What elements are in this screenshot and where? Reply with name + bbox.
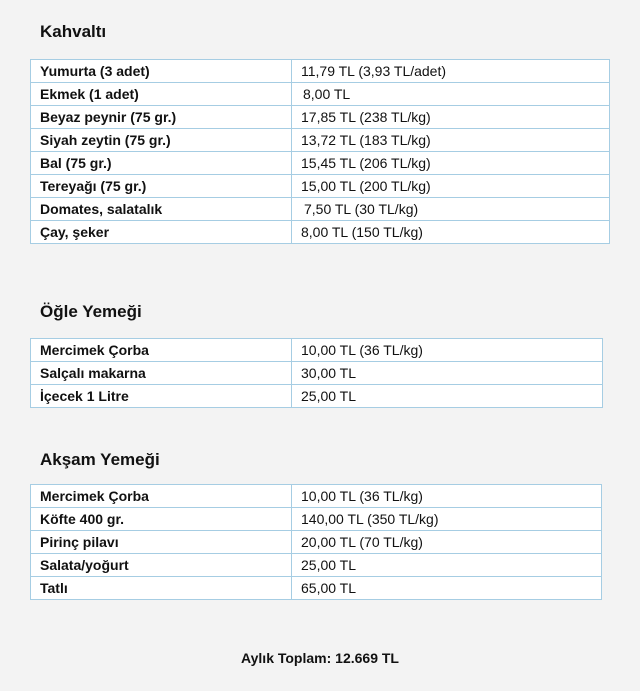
item-price: 140,00 TL (350 TL/kg) <box>292 508 602 531</box>
item-name: Salata/yoğurt <box>31 554 292 577</box>
item-price: 13,72 TL (183 TL/kg) <box>292 129 610 152</box>
table-row <box>31 554 602 577</box>
table-row <box>31 531 602 554</box>
table-row <box>31 362 603 385</box>
table-row <box>31 106 610 129</box>
item-name: Domates, salatalık <box>31 198 292 221</box>
monthly-total: Aylık Toplam: 12.669 TL <box>241 650 399 666</box>
item-price: 10,00 TL (36 TL/kg) <box>292 485 602 508</box>
table-row <box>31 485 602 508</box>
table-row <box>31 60 610 83</box>
item-price: 30,00 TL <box>292 362 603 385</box>
item-price: 8,00 TL (150 TL/kg) <box>292 221 610 244</box>
item-price: 11,79 TL (3,93 TL/adet) <box>292 60 610 83</box>
table-row <box>31 83 610 106</box>
item-name: Pirinç pilavı <box>31 531 292 554</box>
item-price: 15,00 TL (200 TL/kg) <box>292 175 610 198</box>
item-name: Tereyağı (75 gr.) <box>31 175 292 198</box>
table-row <box>31 577 602 600</box>
item-price: 25,00 TL <box>292 554 602 577</box>
section-title-breakfast: Kahvaltı <box>40 22 107 41</box>
item-name: İçecek 1 Litre <box>31 385 292 408</box>
dinner-table <box>30 484 602 600</box>
item-name: Köfte 400 gr. <box>31 508 292 531</box>
item-price: 20,00 TL (70 TL/kg) <box>292 531 602 554</box>
section-title-dinner: Akşam Yemeği <box>40 450 160 469</box>
item-name: Mercimek Çorba <box>31 485 292 508</box>
table-row <box>31 198 610 221</box>
table-row <box>31 175 610 198</box>
item-price: 17,85 TL (238 TL/kg) <box>292 106 610 129</box>
table-row <box>31 129 610 152</box>
item-name: Yumurta (3 adet) <box>31 60 292 83</box>
table-row <box>31 221 610 244</box>
table-row <box>31 508 602 531</box>
section-title-lunch: Öğle Yemeği <box>40 302 142 321</box>
table-row <box>31 152 610 175</box>
item-name: Salçalı makarna <box>31 362 292 385</box>
item-name: Siyah zeytin (75 gr.) <box>31 129 292 152</box>
table-row <box>31 385 603 408</box>
item-price: 25,00 TL <box>292 385 603 408</box>
item-name: Beyaz peynir (75 gr.) <box>31 106 292 129</box>
item-price: 65,00 TL <box>292 577 602 600</box>
item-name: Bal (75 gr.) <box>31 152 292 175</box>
item-name: Ekmek (1 adet) <box>31 83 292 106</box>
item-name: Mercimek Çorba <box>31 339 292 362</box>
item-name: Çay, şeker <box>31 221 292 244</box>
item-price: 8,00 TL <box>292 83 610 106</box>
item-name: Tatlı <box>31 577 292 600</box>
item-price: 15,45 TL (206 TL/kg) <box>292 152 610 175</box>
item-price: 7,50 TL (30 TL/kg) <box>292 198 610 221</box>
breakfast-table <box>30 59 610 244</box>
lunch-table <box>30 338 603 408</box>
item-price: 10,00 TL (36 TL/kg) <box>292 339 603 362</box>
table-row <box>31 339 603 362</box>
